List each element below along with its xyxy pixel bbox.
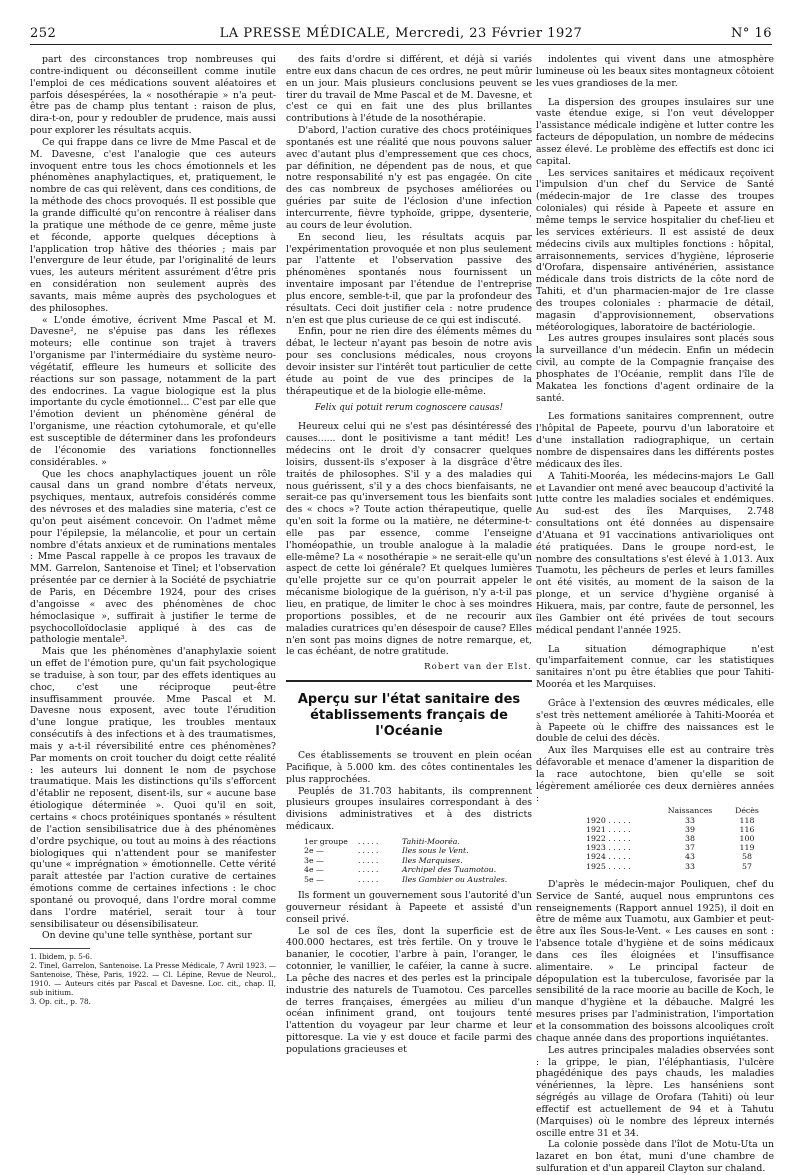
- footnote: 2. Tinel, Garrelon, Santenoise. La Presse Médicale, 7 Avril 1923. — Santenoise, Thèse, Paris, 1922. — Cl. Lépine, Revue de Neurol., 1910. — Auteurs cités par Pascal et Davesne. Loc. cit., chap. II, sub initium.: [30, 961, 276, 998]
- paragraph: des faits d'ordre si différent, et déjà si variés entre eux dans chacun de ces ordres, ne peut mûrir en un jour. Mais plusieurs conclusions peuvent se tirer du travail de Mme Pascal et de M. Davesne, et c'est ce qui en fait une des plus brillantes contributions à l'étude de la nosothérapie.: [286, 54, 532, 125]
- list-item: 5e — ..... Iles Gambier ou Australes.: [304, 874, 508, 884]
- issue-number: N° 16: [730, 26, 772, 41]
- paragraph: Ces établissements se trouvent en plein océan Pacifique, à 5.000 km. des côtes continentales les plus rapprochées.: [286, 750, 532, 785]
- paragraph: Que les chocs anaphylactiques jouent un rôle causal dans un grand nombre d'états nerveux, psychiques, mentaux, autrefois considérés comme des névroses et des maladies sine materia, c'est ce qu'on peut aisément concevoir. On l'admet même pour l'épilepsie, la mélancolie, et pour un certain nombre d'états anxieux et de ruminations mentales : Mme Pascal rappelle à ce propos les travaux de MM. Garrelon, Santenoise et Tinel; et l'observation présentée par ce dernier à la Société de psychiatrie de Paris, en Décembre 1924, pour des crises d'angoisse « avec des phénomènes de choc hémoclasique », suffirait à justifier le terme de psychocolloïdoclasie appliqué à des cas de pathologie mentale³.: [30, 468, 276, 646]
- footnote-rule: [30, 948, 90, 949]
- table-row: 1925 . . . . . 33 57: [586, 861, 752, 871]
- page-header: [30, 26, 772, 45]
- paragraph: Ils forment un gouvernement sous l'autorité d'un gouverneur résidant à Papeete et assisté d'un conseil privé.: [286, 889, 532, 925]
- paragraph: Les autres groupes insulaires sont placés sous la surveillance d'un médecin. Enfin un médecin civil, au compte de la Compagnie française des phosphates de l'Océanie, remplit dans l'île de Makatea les fonctions d'agent ordinaire de la santé.: [536, 333, 774, 404]
- paragraph: La colonie possède dans l'îlot de Motu-Uta un lazaret en bon état, muni d'une chambre de sulfuration et d'un appareil Clayton sur chaland.: [536, 1139, 774, 1175]
- paragraph: indolentes qui vivent dans une atmosphère lumineuse où les beaux sites montagneux côtoient les vues grandioses de la mer.: [536, 54, 774, 89]
- table-row: 1922 . . . . . 38 100: [586, 834, 755, 844]
- paragraph: Mais que les phénomènes d'anaphylaxie soient un effet de l'émotion pure, qu'un fait psychologique se traduise, à son tour, par des effets identiques au choc, c'est une réciproque peut-être insuffisamment prouvée. Mme Pascal et M. Davesne nous exposent, avec toute l'érudition d'une longue pratique, les troubles mentaux consécutifs à des infections et à des traumatismes, mais y a-t-il réversibilité entre ces phénomènes? Par moments on croit toucher du doigt cette réalité : les auteurs lui donnent le nom de psychose traumatique. Mais les distinctions qu'ils s'efforcent d'établir ne reposent, disent-ils, sur « aucune base étiologique déterminée ». Quoi qu'il en soit, certains « chocs protéiniques spontanés » résultent de l'action sensibilisatrice due à des phénomènes d'ordre psychique, ou tout au moins à des réactions biologiques qui n'attendent pour se manifester qu'une « imprégnation » émotionnelle. Cette vérité paraît attestée par l'action curative de certaines émotions comme de certaines infections : le choc spontané ou provoqué, dans l'ordre moral comme dans l'ordre matériel, serait tour à tour sensibilisateur ou désensibilisateur.: [30, 646, 276, 930]
- paragraph: Ce qui frappe dans ce livre de Mme Pascal et de M. Davesne, c'est l'analogie que ces auteurs invoquent entre tous les chocs émotionnels et les phénomènes anaphylactiques, et, pratiquement, le nombre de cas qui relèvent, dans ces conditions, de la méthode des chocs provoqués. Il est possible que la grande difficulté qu'on rencontre à réaliser dans la pratique une méthode de ce genre, même juste et féconde, apporte quelques déceptions à l'application trop hâtive des théories ; mais par l'envergure de leur étude, par l'originalité de leurs vues, les auteurs méritent assurément d'être pris en considération non seulement auprès des savants, mais même auprès des psychologues et des philosophes.: [30, 136, 276, 314]
- table-row: 1920 . . . . . 33 118: [586, 815, 755, 825]
- paragraph: La situation démographique n'est qu'imparfaitement connue, car les statistiques sanitaires n'ont pu être établies que pour Tahiti-Mooréa et les Marquises.: [536, 643, 774, 691]
- footnote: 1. Ibidem, p. 5-6.: [30, 952, 93, 962]
- column-left: [30, 54, 276, 1056]
- paragraph: Enfin, pour ne rien dire des éléments mêmes du débat, le lecteur n'ayant pas besoin de notre avis pour ses conclusions médicales, nous croyons devoir insister sur l'intérêt tout particulier de cette étude au point de vue des principes de la thérapeutique et de la biologie elle-même.: [286, 326, 532, 397]
- paragraph: Les services sanitaires et médicaux reçoivent l'impulsion d'un chef du Service de Santé (médecin-major de 1re classe des troupes coloniales) qui réside à Papeete et assure en même temps le service hospitalier du chef-lieu et les services extérieurs. Il est assisté de deux médecins civils aux multiples fonctions : hôpital, arraisonnements, services d'hygiène, léproserie d'Orofara, dispensaire antivénérien, assistance médicale dans trois districts de la côte nord de Tahiti, et d'un pharmacien-major de 1re classe des troupes coloniales : pharmacie de détail, magasin d'approvisionnement, observations météorologiques, laboratoire de bactériologie.: [536, 167, 774, 333]
- list-item: 1er groupe ..... Tahiti-Mooréa.: [304, 836, 460, 846]
- page-number: 252: [30, 26, 57, 41]
- paragraph: Heureux celui qui ne s'est pas désintéressé des causes...... dont le positivisme a tant médit! Les médecins ont le droit d'y consacrer quelques loisirs, dussent-ils s'exposer à la disgrâce d'être traités de philosophes. S'il y a des maladies qui nous guérissent, s'il y a des chocs bienfaisants, ne serait-ce pas qu'inversement tous les bienfaits sont des « chocs »? Toute action thérapeutique, quelle qu'en soit la forme ou la matière, ne détermine-t-elle pas par essence, comme l'enseigne l'homéopathie, un trouble analogue à la maladie elle-même? La « nosothérapie » ne serait-elle qu'un aspect de cette loi générale? Et quelques lumières qu'elle projette sur ce qu'on pourrait appeler le mécanisme biologique de la guérison, n'y a-t-il pas lieu, en pratique, de limiter le choc à ses moindres proportions possibles, et de ne recourir aux maladies curatrices qu'en désespoir de cause? Elles n'en sont pas moins dignes de notre remarque, et, le cas échéant, de notre gratitude.: [286, 421, 532, 658]
- paragraph: La dispersion des groupes insulaires sur une vaste étendue exige, si l'on veut développer l'assistance médicale indigène et lutter contre les facteurs de dépopulation, un nombre de médecins assez élevé. Le problème des effectifs est donc ici capital.: [536, 96, 774, 167]
- paragraph: D'après le médecin-major Pouliquen, chef du Service de Santé, auquel nous empruntons ces renseignements (Rapport annuel 1925), il doit en être de même aux Tuamotu, aux Gambier et peut-être aux îles Sous-le-Vent. « Les causes en sont : l'absence totale d'hygiène et de soins médicaux dans ces îles éloignées et l'insuffisance alimentaire. » Le principal facteur de dépopulation est la tuberculose, favorisée par la sensibilité de la race moorie au bacille de Koch, le manque d'hygiène et la débauche. Malgré les mesures prises par l'administration, l'importation et la consommation des boissons alcooliques croît chaque année dans des proportions inquiétantes.: [536, 878, 774, 1044]
- list-item: 2e — ..... Iles sous le Vent.: [304, 846, 469, 856]
- journal-title: LA PRESSE MÉDICALE, Mercredi, 23 Février 1927: [219, 26, 583, 41]
- list-item: 4e — ..... Archipel des Tuamotou.: [304, 865, 497, 875]
- paragraph: Grâce à l'extension des œuvres médicales, elle s'est très nettement améliorée à Tahiti-Mooréa et à Papeete où le chiffre des naissances est le double de celui des décès.: [536, 697, 774, 745]
- list-item: 3e — ..... Iles Marquises.: [304, 855, 463, 865]
- island-groups-list: [304, 837, 532, 884]
- table-row: 1923 . . . . . 37 119: [586, 843, 755, 853]
- latin-quote: Felix qui potuit rerum cognoscere causas!: [314, 403, 504, 414]
- demographics-table: [586, 806, 774, 870]
- article-divider: [286, 680, 532, 682]
- table-row: 1924 . . . . . 43 58: [586, 852, 752, 862]
- paragraph: Le sol de ces îles, dont la superficie est de 400.000 hectares, est très fertile. On y trouve le bananier, le cocotier, l'arbre à pain, l'oranger, le cotonnier, le vanillier, le caféier, la canne à sucre. La pêche des nacres et des perles est la principale industrie des naturels de Tuamotou. Ces parcelles de terres françaises, émergées au milieu d'un océan infiniment grand, ont toujours tenté l'attention du voyageur par leur charme et leur pittoresque. La vie y est douce et facile parmi des populations gracieuses et: [286, 925, 532, 1055]
- paragraph: part des circonstances trop nombreuses qui contre-indiquent ou déconseillent comme inutile l'emploi de ces médications souvent aléatoires et parfois désespérées, la « nosothérapie » n'a peut-être pas de champ plus tentant : raison de plus, dira-t-on, pour y redoubler de prudence, mais aussi pour explorer les résultats acquis.: [30, 54, 276, 137]
- article-title: Aperçu sur l'état sanitaire des établissements français de l'Océanie: [297, 692, 521, 740]
- footnote: 3. Op. cit., p. 78.: [30, 997, 91, 1007]
- paragraph: On devine qu'une telle synthèse, portant sur: [42, 930, 252, 942]
- paragraph: « L'onde émotive, écrivent Mme Pascal et M. Davesne², ne s'épuise pas dans les réflexes moteurs; elle continue son trajet à travers l'organisme par l'intermédiaire du système neuro-végétatif, effleure les humeurs et sollicite des réactions sur son passage, notamment de la part des endocrines. La vague biologique est la plus importante du cycle émotionnel... C'est par elle que l'émotion devient un phénomène général de l'organisme, une réaction cytohumorale, et qu'elle est susceptible de déterminer dans les profondeurs de l'économie des variations fonctionnelles considérables. »: [30, 314, 276, 468]
- column-middle: [286, 54, 532, 1056]
- paragraph: Les autres principales maladies observées sont : la grippe, le pian, l'éléphantiasis, l'ulcère phagédénique des pays chauds, les maladies vénériennes, la lèpre. Les hanséniens sont ségrégés au village de Orofara (Tahiti) où leur effectif est actuellement de 94 et à Tahutu (Marquises) où le nombre des lépreux internés oscille entre 31 et 34.: [536, 1044, 774, 1139]
- column-right: [536, 54, 774, 1175]
- paragraph: D'abord, l'action curative des chocs protéiniques spontanés est une réalité que nous pouvons saluer avec d'autant plus d'empressement que ces chocs, par définition, ne dépendent pas de nous, et que notre responsabilité n'y est pas engagée. On cite des cas nombreux de psychoses améliorées ou guéries par suite de l'éclosion d'une infection intercurrente, fièvre typhoïde, grippe, dysenterie, au cours de leur évolution.: [286, 125, 532, 231]
- paragraph: Aux îles Marquises elle est au contraire très défavorable et menace d'amener la disparition de la race autochtone, bien qu'elle se soit légèrement améliorée ces deux dernières années :: [536, 745, 774, 804]
- table-row: 1921 . . . . . 39 116: [586, 824, 755, 834]
- author-signature: Robert van der Elst.: [424, 662, 532, 673]
- paragraph: A Tahiti-Mooréa, les médecins-majors Le Gall et Lavandier ont mené avec beaucoup d'activité la lutte contre les maladies sociales et endémiques. Au sud-est des îles Marquises, 2.748 consultations ont été données au dispensaire d'Atuana et 91 vaccinations antivarioliques ont été pratiquées. Dans le groupe nord-est, le nombre des consultations s'est élevé à 1.013. Aux Tuamotu, les pêcheurs de perles et leurs familles ont été visités, au moment de la saison de la plonge, et un service d'hygiène organisé à Hikuera, mais, par contre, faute de personnel, les îles Gambier ont été privées de tout secours médical pendant l'année 1925.: [536, 470, 774, 636]
- paragraph: Peuplés de 31.703 habitants, ils comprennent plusieurs groupes insulaires correspondant à des divisions administratives et à des districts médicaux.: [286, 785, 532, 833]
- paragraph: Les formations sanitaires comprennent, outre l'hôpital de Papeete, pourvu d'un laboratoire et d'une installation radiographique, un certain nombre de dispensaires dans les différents postes médicaux des îles.: [536, 411, 774, 470]
- paragraph: En second lieu, les résultats acquis par l'expérimentation provoquée et non plus seulement par l'attente et l'observation passive des phénomènes spontanés nous fournissent un inventaire imposant par l'étendue de l'entreprise plus encore, semble-t-il, que par la profondeur des résultats. Ceci doit justifier cela : notre prudence n'en est que plus curieuse de ce qui est indiscuté.: [286, 231, 532, 326]
- table-header: Naissances Décès: [667, 806, 759, 816]
